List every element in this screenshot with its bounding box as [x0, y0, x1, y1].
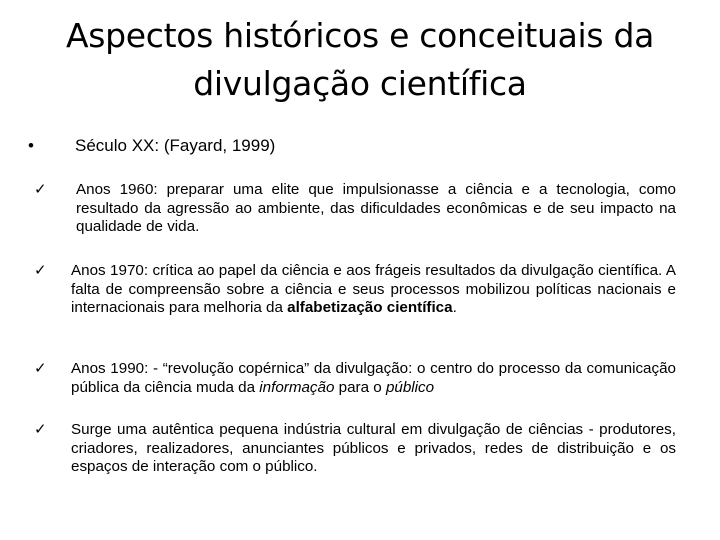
checkmark-icon: ✓ — [34, 262, 47, 279]
list-item — [34, 421, 676, 477]
list-item-text-part: Anos 1970: crítica ao papel da ciência e aos frágeis resultados da divulgação científica. A falta de compreensão sobre a ciência e seus processos mobilizou políticas nacionais e internacionais para melhoria da — [71, 262, 676, 316]
bullet-text: Século XX: (Fayard, 1999) — [75, 136, 276, 155]
bullet-item — [28, 135, 275, 157]
bullet-icon: • — [28, 136, 34, 155]
list-item-text-part: para o — [334, 378, 386, 396]
title-line-1: Aspectos históricos e conceituais da — [65, 16, 655, 55]
list-item-text — [71, 360, 676, 397]
list-item-bold-text: alfabetização científica — [287, 299, 453, 316]
list-item-italic-text: informação — [259, 378, 335, 396]
list-item-text-part: Anos 1990: - “revolução copérnica” da divulgação: o centro do processo da comunicação pública da ciência muda da — [71, 360, 676, 396]
checkmark-icon: ✓ — [34, 421, 47, 438]
slide-title — [40, 12, 680, 108]
list-item-text: Surge uma autêntica pequena indústria cultural em divulgação de ciências - produtores, criadores, realizadores, anunciantes públicos e privados, redes de distribuição e os espaços de interação com o público. — [71, 421, 676, 475]
list-item-text-part: . — [452, 299, 457, 316]
list-item-italic-text: público — [385, 378, 435, 396]
list-item — [34, 181, 676, 237]
title-line-2: divulgação científica — [193, 64, 527, 103]
checkmark-icon: ✓ — [34, 181, 47, 198]
list-item — [34, 262, 676, 318]
list-item-text — [71, 262, 676, 318]
checkmark-icon: ✓ — [34, 360, 47, 377]
list-item-text: Anos 1960: preparar uma elite que impulsionasse a ciência e a tecnologia, como resultado da agressão ao ambiente, das dificuldades econômicas e de seu impacto na qualidade de vida. — [76, 181, 676, 235]
list-item — [34, 360, 676, 397]
